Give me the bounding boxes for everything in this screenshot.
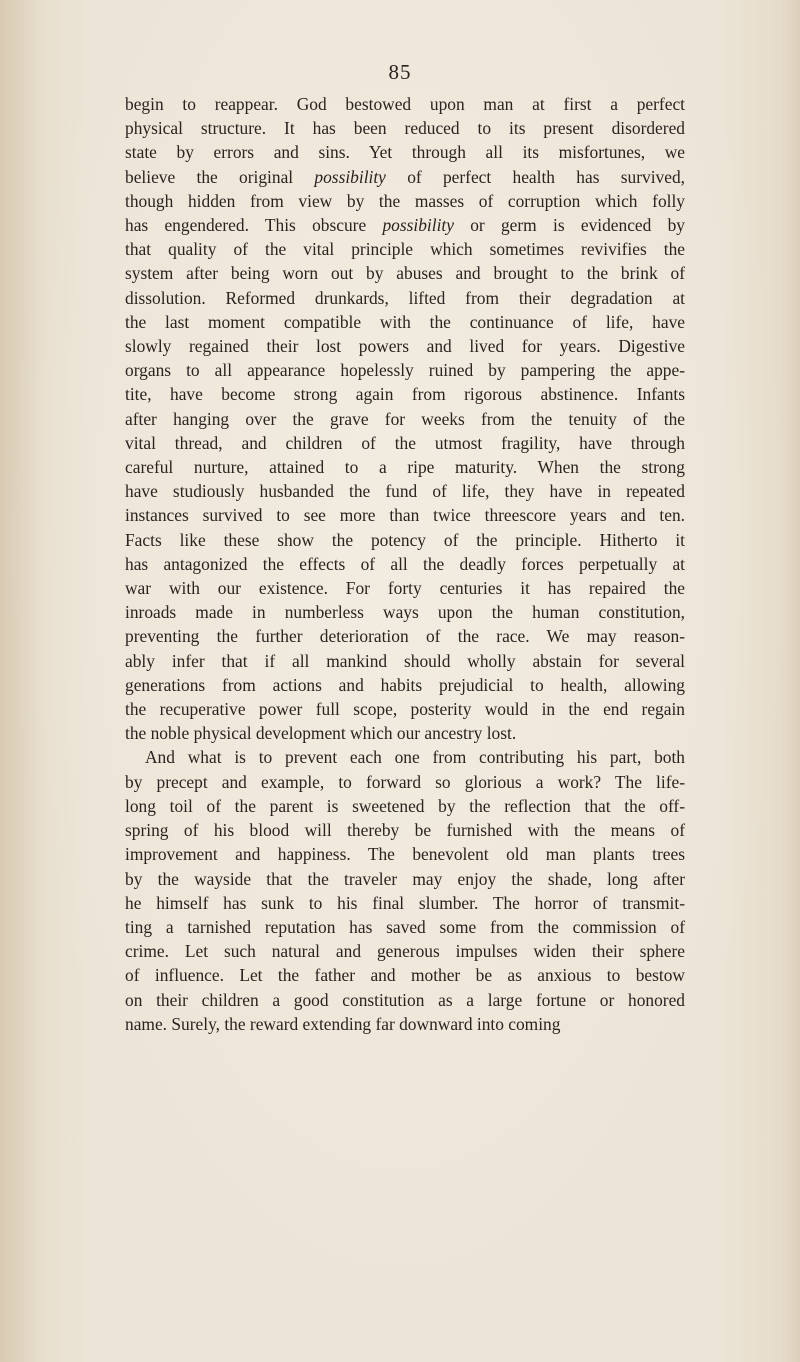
text-line: has engendered. This obscure possibility or germ is evidenced by	[125, 215, 686, 236]
text-line: though hidden from view by the masses of corruption which folly	[125, 190, 685, 211]
text-line: slowly regained their lost powers and lived for years. Digestive	[125, 336, 685, 357]
text-line: inroads made in numberless ways upon the human constitution,	[125, 602, 685, 623]
text-line: has antagonized the effects of all the deadly forces perpetually at	[125, 553, 685, 574]
text-line: ting a tarnished reputation has saved some from the commission of	[125, 916, 685, 937]
text-line: have studiously husbanded the fund of life, they have in repeated	[125, 481, 685, 502]
page-body-text	[125, 92, 685, 1036]
page-number: 85	[388, 60, 412, 84]
text-line: he himself has sunk to his final slumber. The horror of transmit-	[125, 892, 685, 913]
text-line: organs to all appearance hopelessly ruined by pampering the appe-	[125, 360, 685, 381]
text-line: the recuperative power full scope, posterity would in the end regain	[125, 699, 685, 720]
text-line: by precept and example, to forward so glorious a work? The life-	[125, 771, 685, 792]
text-line: believe the original possibility of perfect health has survived,	[125, 166, 685, 187]
paragraph	[125, 92, 685, 745]
text-line: vital thread, and children of the utmost fragility, have through	[125, 432, 685, 453]
text-line: name. Surely, the reward extending far downward into coming	[125, 1013, 561, 1034]
text-line: dissolution. Reformed drunkards, lifted from their degradation at	[125, 287, 685, 308]
text-line: instances survived to see more than twice threescore years and ten.	[125, 505, 685, 526]
text-line: Facts like these show the potency of the principle. Hitherto it	[125, 529, 685, 550]
text-line: war with our existence. For forty centuries it has repaired the	[125, 578, 685, 599]
paragraph	[125, 745, 685, 1035]
text-line: long toil of the parent is sweetened by the reflection that the off-	[125, 795, 685, 816]
text-line: the noble physical development which our ancestry lost.	[125, 723, 517, 744]
text-line: of influence. Let the father and mother be as anxious to bestow	[125, 965, 685, 986]
text-line: And what is to prevent each one from contributing his part, both	[145, 747, 685, 768]
text-line: generations from actions and habits prejudicial to health, allowing	[125, 674, 685, 695]
text-line: the last moment compatible with the continuance of life, have	[125, 311, 685, 332]
text-line: preventing the further deterioration of the race. We may reason-	[125, 626, 685, 647]
text-line: improvement and happiness. The benevolent old man plants trees	[125, 844, 685, 865]
text-line: that quality of the vital principle which sometimes revivifies the	[125, 239, 685, 260]
text-line: system after being worn out by abuses and brought to the brink of	[125, 263, 685, 284]
text-line: crime. Let such natural and generous impulses widen their sphere	[125, 941, 685, 962]
text-line: spring of his blood will thereby be furnished with the means of	[125, 820, 685, 841]
text-line: ably infer that if all mankind should wholly abstain for several	[125, 650, 685, 671]
text-line: after hanging over the grave for weeks from the tenuity of the	[125, 408, 685, 429]
text-line: tite, have become strong again from rigorous abstinence. Infants	[125, 384, 685, 405]
text-line: careful nurture, attained to a ripe maturity. When the strong	[125, 457, 685, 478]
text-line: on their children a good constitution as a large fortune or honored	[125, 989, 685, 1010]
text-line: by the wayside that the traveler may enjoy the shade, long after	[125, 868, 685, 889]
text-line: physical structure. It has been reduced to its present disordered	[125, 118, 685, 139]
text-line: state by errors and sins. Yet through all its misfortunes, we	[125, 142, 685, 163]
text-line: begin to reappear. God bestowed upon man at first a perfect	[125, 94, 685, 114]
